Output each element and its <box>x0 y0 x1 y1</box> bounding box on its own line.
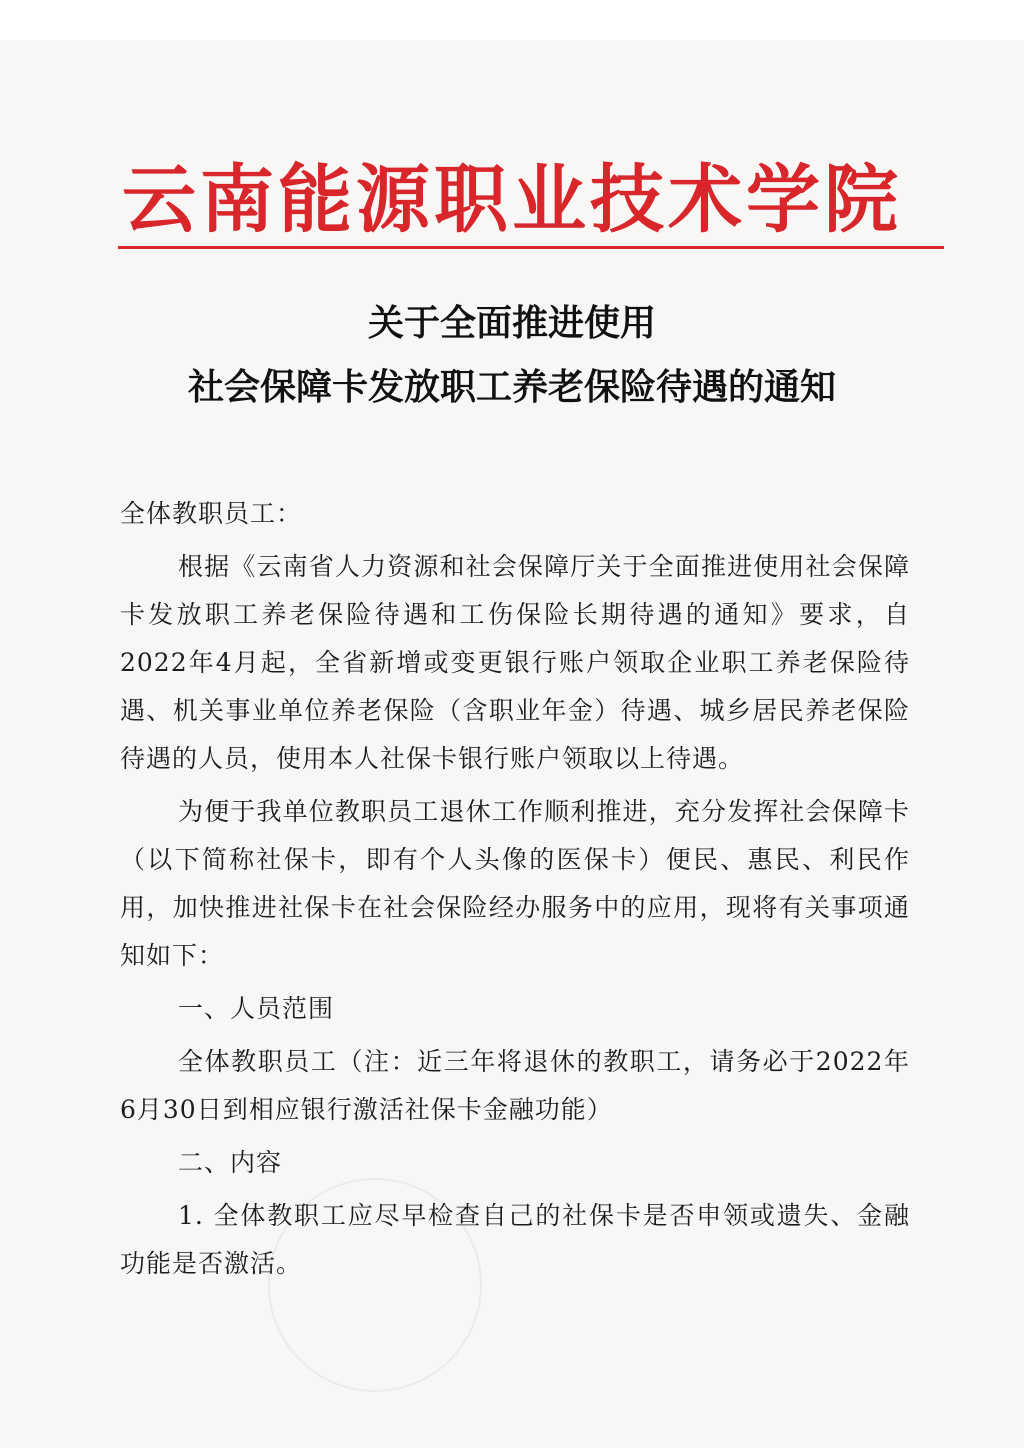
notice-title-line2: 社会保障卡发放职工养老保险待遇的通知 <box>187 367 836 408</box>
notice-title-line1: 关于全面推进使用 <box>367 303 656 344</box>
salutation: 全体教职员工： <box>120 499 303 528</box>
institution-header: 云南能源职业技术学院 <box>122 157 902 243</box>
document-page <box>0 40 1024 1448</box>
header-red-rule <box>118 246 944 249</box>
section1-heading: 一、人员范围 <box>178 994 335 1023</box>
section2-heading: 二、内容 <box>178 1148 283 1177</box>
section2-item1: 1. 全体教职工应尽早检查自己的社保卡是否申领或遗失、金融功能是否激活。 <box>120 1201 910 1278</box>
paragraph-purpose: 为便于我单位教职员工退休工作顺利推进，充分发挥社会保障卡（以下简称社保卡，即有个人头像的医保卡）便民、惠民、利民作用，加快推进社保卡在社会保险经办服务中的应用，现将有关事项通知如下： <box>120 797 910 970</box>
section1-text: 全体教职员工（注：近三年将退休的教职工，请务必于2022年6月30日到相应银行激活社保卡金融功能） <box>120 1047 910 1124</box>
notice-body <box>120 490 910 1288</box>
paragraph-basis: 根据《云南省人力资源和社会保障厅关于全面推进使用社会保障卡发放职工养老保险待遇和工伤保险长期待遇的通知》要求，自2022年4月起，全省新增或变更银行账户领取企业职工养老保险待遇、机关事业单位养老保险（含职业年金）待遇、城乡居民养老保险待遇的人员，使用本人社保卡银行账户领取以上待遇。 <box>120 552 910 773</box>
